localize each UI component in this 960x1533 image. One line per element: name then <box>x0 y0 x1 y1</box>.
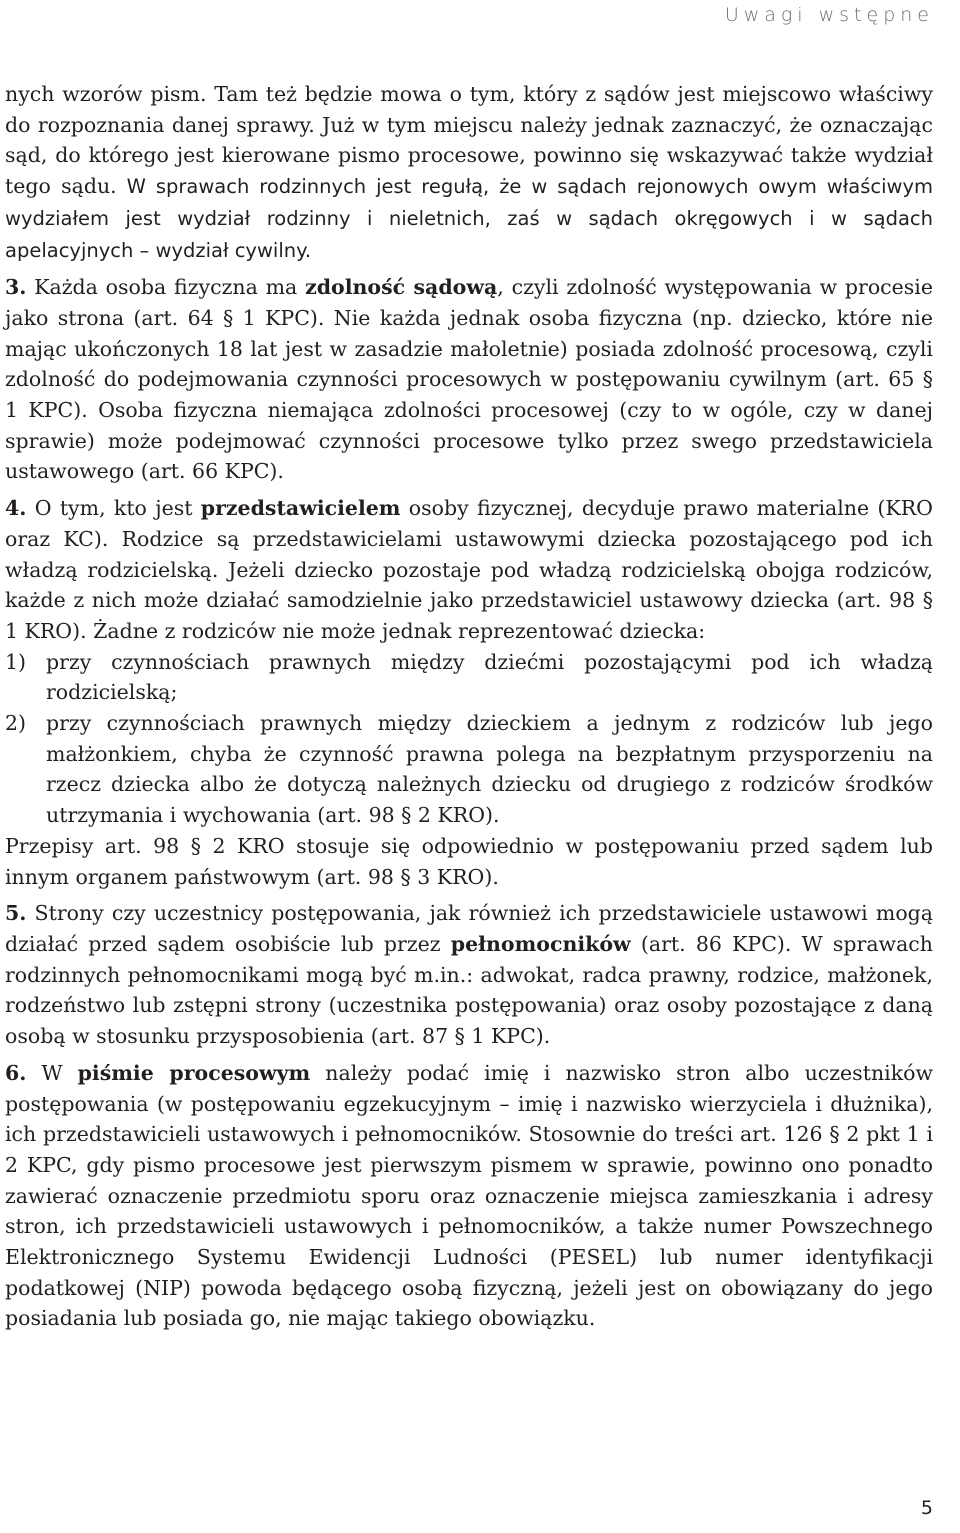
section-number: 6. <box>5 1060 27 1085</box>
paragraph-text: nych wzorów pism. Tam też będzie mowa o tym, który z sądów jest miejscowo właściwy do rozpoznania danej sprawy. Już w tym miejscu należy jednak zaznaczyć, że oznaczając sąd, do którego jest kierowane pismo procesowe, powinno się wskazywać także wydział tego sądu. <box>5 82 933 199</box>
section-number: 5. <box>5 901 27 926</box>
list-text: przy czynnościach prawnych między dzieckiem a jednym z rodziców lub jego małżonkiem, chyba że czynność prawna polega na bezpłatnym przysporzeniu na rzecz dziecka albo że dotyczą należnych dziecku od drugiego z rodziców środków utrzymania i wychowania (art. 98 § 2 KRO). <box>46 711 933 828</box>
list-item <box>5 708 933 831</box>
section-4 <box>5 493 933 647</box>
section-text: osoby fizycznej, decyduje prawo materialne (KRO oraz KC). Rodzice są przedstawicielami ustawowymi dziecka pozostającego pod ich władzą rodzicielską. Jeżeli dziecko pozostaje pod władzą rodzicielską obojga rodziców, każde z nich może działać samodzielnie jako przedstawiciel ustawowy dziecka (art. 98 § 1 KRO). Żadne z rodziców nie może jednak reprezentować dziecka: <box>5 496 933 643</box>
page-number: 5 <box>920 1497 933 1519</box>
section-5 <box>5 898 933 1052</box>
section-number: 3. <box>5 275 27 300</box>
section-text: W <box>26 1060 78 1085</box>
list-marker: 1) <box>5 649 27 674</box>
key-term: pełnomocników <box>450 931 631 956</box>
key-term: przedstawicielem <box>200 496 401 521</box>
paragraph-continuation <box>5 79 933 266</box>
section-text: Każda osoba fizyczna ma <box>26 275 306 300</box>
section-3 <box>5 272 933 487</box>
section-4-tail: Przepisy art. 98 § 2 KRO stosuje się odpowiednio w postępowaniu przed sądem lub innym organem państwowym (art. 98 § 3 KRO). <box>5 833 933 889</box>
section-text: (art. 86 KPC). W sprawach rodzinnych pełnomocnikami mogą być m.in.: adwokat, radca prawny, rodzice, małżonek, rodzeństwo lub zstępni strony (uczestnika postępowania) oraz osoby pozostające z daną osobą w stosunku przysposobienia (art. 87 § 1 KPC). <box>5 931 933 1049</box>
running-head: Uwagi wstępne <box>724 4 934 26</box>
list-item <box>5 647 933 708</box>
section-text: należy podać imię i nazwisko stron albo uczestników postępowania (w postępowaniu egzekucyjnym – imię i nazwisko wierzyciela i dłużnika), ich przedstawicieli ustawowych i pełnomocników. Stosownie do treści art. 126 § 2 pkt 1 i 2 KPC, gdy pismo procesowe jest pierwszym pismem w sprawie, powinno ono ponadto zawierać oznaczenie przedmiotu sporu oraz oznaczenie miejsca zamieszkania i adresy stron, ich przedstawicieli ustawowych i pełnomocników, a także numer Powszechnego Elektronicznego Systemu Ewidencji Ludności (PESEL) lub numer identyfikacji podatkowej (NIP) powoda będącego osobą fizyczną, jeżeli jest on obowiązany do jego posiadania lub posiada go, nie mając takiego obowiązku. <box>5 1060 934 1331</box>
list-marker: 2) <box>5 711 27 736</box>
key-term: piśmie procesowym <box>77 1060 311 1085</box>
section-number: 4. <box>5 496 27 521</box>
section-6 <box>5 1058 933 1334</box>
list-text: przy czynnościach prawnych między dziećmi pozostającymi pod ich władzą rodzicielską; <box>46 649 933 705</box>
key-term: zdolność sądową <box>305 275 498 300</box>
paragraph-text: W sprawach rodzinnych jest regułą, że w sądach rejonowych owym właściwym wydziałem jest wydział rodzinny i nieletnich, zaś w sądach okręgowych i w sądach apelacyjnych – wydział cywilny. <box>5 175 934 262</box>
section-text: Strony czy uczestnicy postępowania, jak również ich przedstawiciele ustawowi mogą działać przed sądem osobiście lub przez <box>5 901 933 956</box>
section-text: , czyli zdolność występowania w procesie jako strona (art. 64 § 1 KPC). Nie każda jednak osoba fizyczna (np. dziecko, które nie mając ukończonych 18 lat jest w zasadzie małoletnie) posiada zdolność procesową, czyli zdolność do podejmowania czynności procesowych w postępowaniu cywilnym (art. 65 § 1 KPC). Osoba fizyczna niemająca zdolności procesowej (czy to w ogóle, czy w danej sprawie) może podejmować czynności procesowe tylko przez swego przedstawiciela ustawowego (art. 66 KPC). <box>5 275 933 484</box>
page-body <box>5 79 933 1334</box>
section-text: O tym, kto jest <box>26 496 201 521</box>
